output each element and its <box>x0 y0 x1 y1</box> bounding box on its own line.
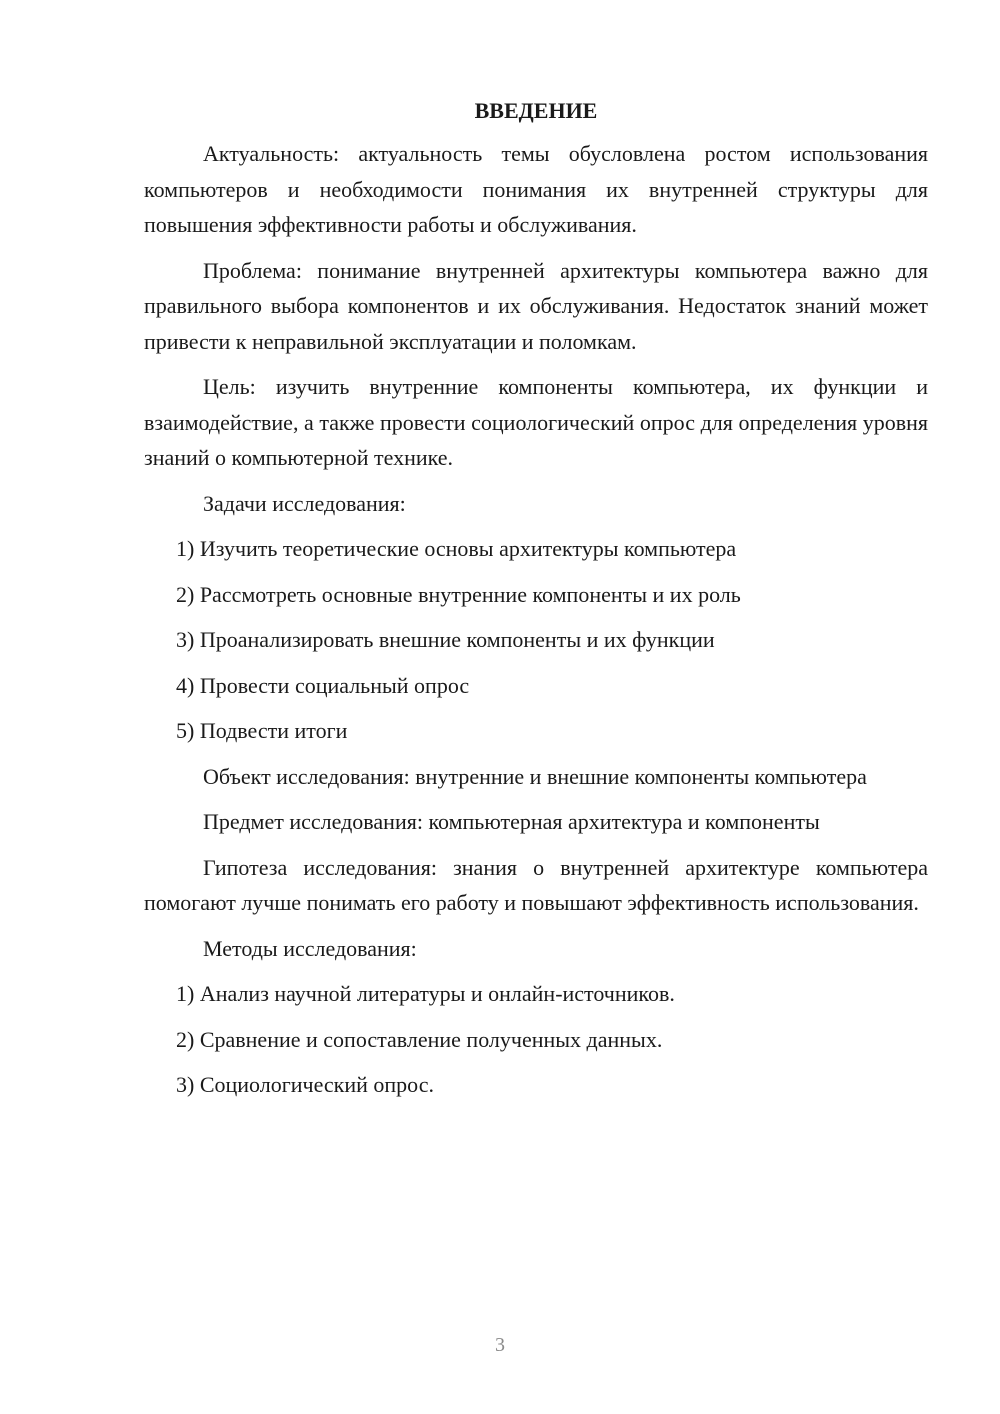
task-item: 2) Рассмотреть основные внутренние компоненты и их роль <box>176 581 741 607</box>
methods-title: Методы исследования: <box>203 935 417 961</box>
goal-paragraph: Цель: изучить внутренние компоненты компьютера, их функции и взаимодействие, а также провести социологический опрос для определения уровня знаний о компьютерной технике. <box>144 374 928 470</box>
page-number: 3 <box>495 1334 505 1356</box>
task-item: 3) Проанализировать внешние компоненты и их функции <box>176 627 715 652</box>
task-item: 1) Изучить теоретические основы архитектуры компьютера <box>176 536 737 561</box>
hypothesis-paragraph: Гипотеза исследования: знания о внутренней архитектуре компьютера помогают лучше понимать его работу и повышают эффективность использования. <box>144 854 928 915</box>
problem-paragraph: Проблема: понимание внутренней архитектуры компьютера важно для правильного выбора компонентов и их обслуживания. Недостаток знаний может привести к неправильной эксплуатации и поломкам. <box>144 257 928 354</box>
tasks-title: Задачи исследования: <box>203 490 406 516</box>
document-page <box>144 96 928 1113</box>
method-item: 2) Сравнение и сопоставление полученных данных. <box>176 1026 663 1052</box>
method-item: 3) Социологический опрос. <box>176 1072 434 1097</box>
task-item: 5) Подвести итоги <box>176 718 348 743</box>
method-item: 1) Анализ научной литературы и онлайн-источников. <box>176 981 675 1006</box>
page-title: ВВЕДЕНИЕ <box>474 98 598 123</box>
object-paragraph: Объект исследования: внутренние и внешние компоненты компьютера <box>203 763 867 789</box>
task-item: 4) Провести социальный опрос <box>176 672 470 698</box>
relevance-paragraph: Актуальность: актуальность темы обусловлена ростом использования компьютеров и необходимости понимания их внутренней структуры для повышения эффективности работы и обслуживания. <box>144 141 928 237</box>
subject-paragraph: Предмет исследования: компьютерная архитектура и компоненты <box>203 809 820 834</box>
